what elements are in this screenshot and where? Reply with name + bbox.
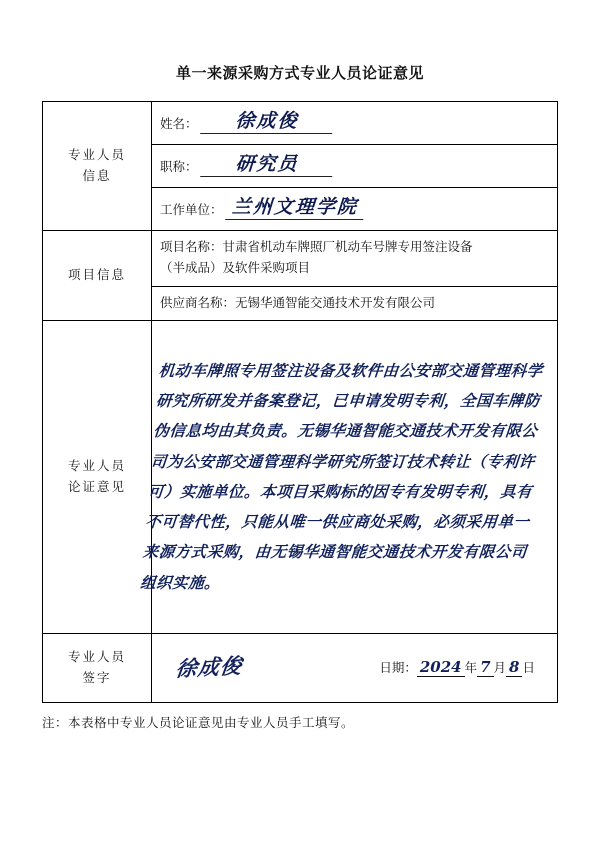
table-row [43,102,558,145]
date-year-unit: 年 [464,661,478,675]
project-name-line2: （半成品）及软件采购项目 [160,261,311,276]
field-name-label: 姓名： [160,116,198,131]
form-note: 注：本表格中专业人员论证意见由专业人员手工填写。 [42,715,355,730]
table-row [43,320,558,633]
project-info-label [43,231,152,321]
field-name-value: 徐成俊 [200,111,334,134]
date-month-unit: 月 [493,661,507,675]
signature-cell [152,633,558,702]
argument-opinion-form [42,101,558,703]
date-month: 7 [477,658,493,677]
signature-date [379,655,549,681]
field-workunit-value: 兰州文理学院 [225,197,365,220]
page-title: 单一来源采购方式专业人员论证意见 [175,66,424,82]
date-label: 日期： [379,661,417,675]
opinion-text-cell [139,320,558,633]
field-workunit-label: 工作单位： [160,202,223,217]
project-info-label-text: 项目信息 [67,267,126,282]
field-title-value: 研究员 [200,154,334,177]
opinion-label-line2: 论证意见 [67,479,126,494]
personnel-info-label [43,102,152,231]
table-row [43,231,558,287]
personnel-info-label-line2: 信息 [82,169,112,183]
field-name [152,102,558,145]
opinion-label-line1: 专业人员 [67,458,126,473]
date-day-unit: 日 [522,661,535,675]
project-name-line1: 项目名称：甘肃省机动车牌照厂机动车号牌专用签注设备 [160,240,473,254]
project-name-cell [152,231,558,287]
signature-label-line1: 专业人员 [67,649,126,664]
date-year: 2024 [417,658,465,677]
opinion-handwritten-text: 机动车牌照专用签注设备及软件由公安部交通管理科学研究所研发并备案登记，已申请发明专利，全国车牌防伪信息均由其负责。无锡华通智能交通技术开发有限公司为公安部交通管理科学研究所签订技术转让（专利许可）实施单位。本项目采购标的因专有发明专利，具有不可替代性，只能从唯一供应商处采购，必须采用单一来源方式采购，由无锡华通智能交通技术开发有限公司组织实施。 [139,360,544,592]
signature-label [43,633,152,702]
supplier-cell: 供应商名称：无锡华通智能交通技术开发有限公司 [152,286,558,320]
signature-value: 徐成俊 [174,652,244,682]
signature-label-line2: 签字 [82,670,112,685]
field-title-label: 职称： [160,159,198,174]
field-workunit [152,188,558,231]
table-row [43,633,558,702]
opinion-label [43,320,152,633]
personnel-info-label-line1: 专业人员 [67,147,126,162]
date-day: 8 [506,658,522,677]
field-title [152,145,558,188]
